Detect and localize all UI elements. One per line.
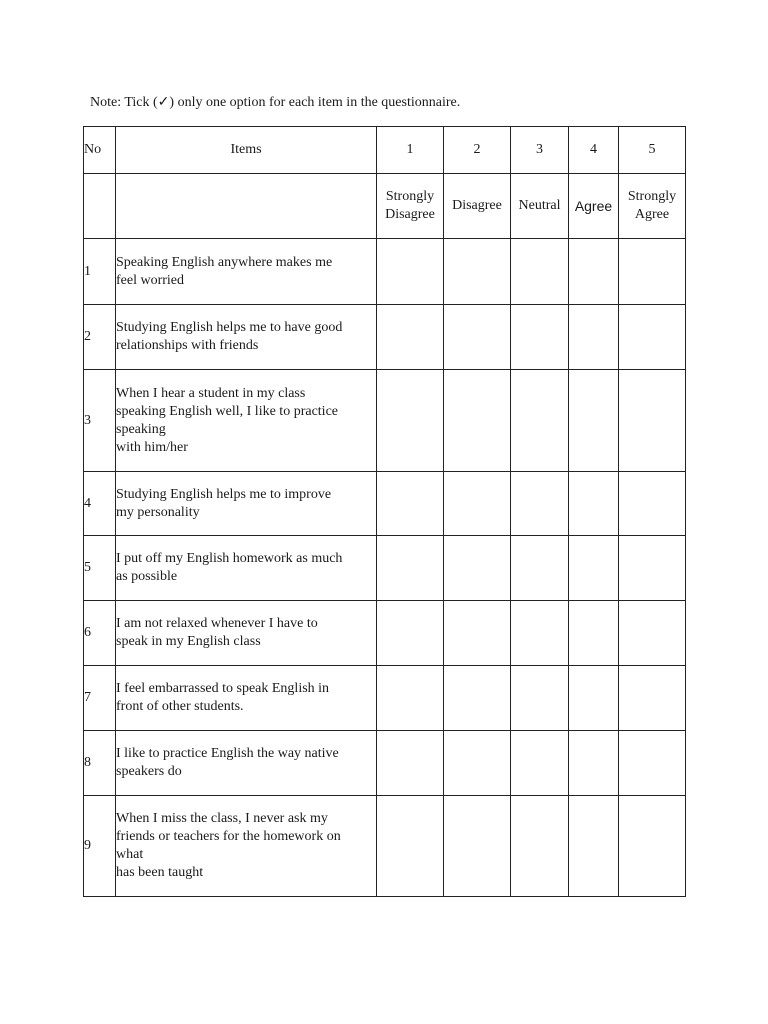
option-cell-agree[interactable] [569, 239, 619, 305]
option-cell-strongly-disagree[interactable] [377, 796, 444, 897]
questionnaire-table [83, 126, 686, 897]
option-cell-agree[interactable] [569, 796, 619, 897]
scale-label-agree: Agree [569, 174, 619, 239]
item-text-line: as possible [116, 569, 178, 584]
item-text-line: speaking English well, I like to practice [116, 403, 338, 419]
option-cell-disagree[interactable] [444, 305, 511, 370]
item-text-line: friends or teachers for the homework on [116, 829, 341, 844]
item-row [84, 305, 686, 370]
item-text-line: Studying English helps me to have good [116, 320, 343, 335]
item-text [116, 666, 377, 731]
option-cell-strongly-disagree[interactable] [377, 305, 444, 370]
item-number: 9 [84, 796, 116, 897]
item-text-line: Speaking English anywhere makes me [116, 254, 333, 270]
option-cell-strongly-disagree[interactable] [377, 666, 444, 731]
item-number: 5 [84, 536, 116, 601]
option-cell-neutral[interactable] [511, 796, 569, 897]
item-number: 1 [84, 239, 116, 305]
option-cell-disagree[interactable] [444, 239, 511, 305]
item-text [116, 536, 377, 601]
option-cell-disagree[interactable] [444, 472, 511, 536]
header-no-blank [84, 174, 116, 239]
scale-number-1: 1 [377, 127, 444, 174]
option-cell-disagree[interactable] [444, 796, 511, 897]
item-text-line: I like to practice English the way native [116, 746, 339, 761]
option-cell-neutral[interactable] [511, 536, 569, 601]
option-cell-disagree[interactable] [444, 666, 511, 731]
option-cell-agree[interactable] [569, 731, 619, 796]
option-cell-strongly-agree[interactable] [619, 666, 686, 731]
option-cell-neutral[interactable] [511, 666, 569, 731]
item-text-line: speakers do [116, 764, 182, 779]
option-cell-strongly-agree[interactable] [619, 731, 686, 796]
scale-label-strongly-disagree [377, 174, 444, 239]
item-text-line: has been taught [116, 865, 204, 880]
item-number: 2 [84, 305, 116, 370]
option-cell-agree[interactable] [569, 601, 619, 666]
option-cell-strongly-agree[interactable] [619, 305, 686, 370]
item-text-line: my personality [116, 504, 200, 520]
item-text [116, 370, 377, 472]
item-text-line: relationships with friends [116, 338, 259, 353]
option-cell-strongly-agree[interactable] [619, 239, 686, 305]
option-cell-strongly-disagree[interactable] [377, 370, 444, 472]
option-cell-strongly-disagree[interactable] [377, 472, 444, 536]
scale-label-text-1: Strongly Disagree [385, 189, 435, 222]
item-text-line: feel worried [116, 272, 185, 288]
item-row [84, 731, 686, 796]
questionnaire-note: Note: Tick (✓) only one option for each item in the questionnaire. [90, 95, 461, 110]
header-items: Items [116, 127, 377, 174]
header-items-blank [116, 174, 377, 239]
option-cell-agree[interactable] [569, 370, 619, 472]
item-text-line: speak in my English class [116, 634, 261, 649]
item-number: 7 [84, 666, 116, 731]
scale-number-5: 5 [619, 127, 686, 174]
item-text-line: Studying English helps me to improve [116, 486, 332, 502]
item-text-line: I feel embarrassed to speak English in [116, 681, 330, 696]
item-number: 4 [84, 472, 116, 536]
item-text-line: front of other students. [116, 699, 244, 714]
item-text [116, 472, 377, 536]
option-cell-disagree[interactable] [444, 370, 511, 472]
item-text [116, 731, 377, 796]
item-text-line: I am not relaxed whenever I have to [116, 616, 318, 631]
item-text [116, 601, 377, 666]
option-cell-disagree[interactable] [444, 731, 511, 796]
option-cell-strongly-disagree[interactable] [377, 536, 444, 601]
scale-number-4: 4 [569, 127, 619, 174]
option-cell-neutral[interactable] [511, 370, 569, 472]
item-text-line: what [116, 847, 144, 862]
option-cell-neutral[interactable] [511, 601, 569, 666]
option-cell-neutral[interactable] [511, 731, 569, 796]
item-text [116, 239, 377, 305]
header-row-numbers [84, 127, 686, 174]
option-cell-strongly-agree[interactable] [619, 370, 686, 472]
scale-label-strongly-agree [619, 174, 686, 239]
item-row [84, 472, 686, 536]
option-cell-neutral[interactable] [511, 472, 569, 536]
header-row-labels [84, 174, 686, 239]
item-row [84, 536, 686, 601]
scale-number-3: 3 [511, 127, 569, 174]
item-row [84, 239, 686, 305]
item-text-line: When I miss the class, I never ask my [116, 811, 328, 826]
option-cell-agree[interactable] [569, 666, 619, 731]
item-row [84, 370, 686, 472]
scale-number-2: 2 [444, 127, 511, 174]
item-number: 6 [84, 601, 116, 666]
item-text-line: with him/her [116, 439, 188, 455]
option-cell-strongly-agree[interactable] [619, 601, 686, 666]
scale-label-text-5: Strongly Agree [627, 189, 677, 222]
option-cell-strongly-disagree[interactable] [377, 601, 444, 666]
scale-label-disagree: Disagree [444, 174, 511, 239]
item-row [84, 796, 686, 897]
item-text-line: When I hear a student in my class [116, 385, 306, 401]
option-cell-strongly-agree[interactable] [619, 796, 686, 897]
option-cell-disagree[interactable] [444, 536, 511, 601]
item-text [116, 305, 377, 370]
item-row [84, 666, 686, 731]
header-no: No [84, 127, 116, 174]
item-text-line: I put off my English homework as much [116, 551, 343, 566]
item-text [116, 796, 377, 897]
item-text-line: speaking [116, 421, 166, 437]
option-cell-agree[interactable] [569, 305, 619, 370]
option-cell-strongly-agree[interactable] [619, 536, 686, 601]
option-cell-neutral[interactable] [511, 305, 569, 370]
option-cell-strongly-agree[interactable] [619, 472, 686, 536]
item-number: 8 [84, 731, 116, 796]
item-row [84, 601, 686, 666]
option-cell-agree[interactable] [569, 472, 619, 536]
option-cell-agree[interactable] [569, 536, 619, 601]
option-cell-neutral[interactable] [511, 239, 569, 305]
option-cell-strongly-disagree[interactable] [377, 239, 444, 305]
option-cell-disagree[interactable] [444, 601, 511, 666]
option-cell-strongly-disagree[interactable] [377, 731, 444, 796]
item-number: 3 [84, 370, 116, 472]
scale-label-neutral: Neutral [511, 174, 569, 239]
